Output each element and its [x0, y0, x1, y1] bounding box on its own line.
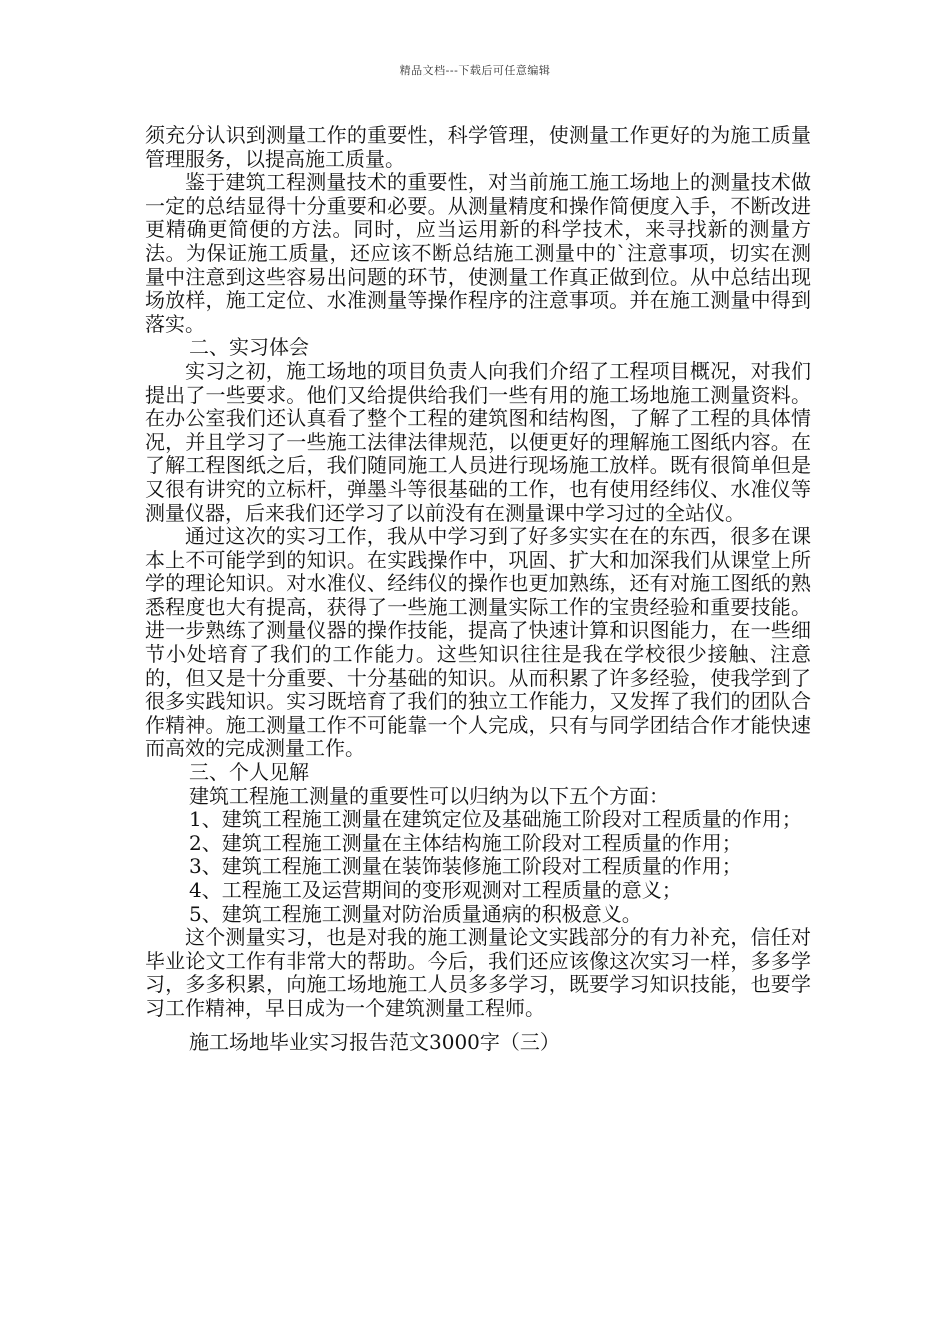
- paragraph-measure-tech: 鉴于建筑工程测量技术的重要性，对当前施工施工场地上的测量技术做一定的总结显得十分重要和必要。从测量精度和操作简便度入手，不断改进更精确更简便的方法。同时，应当运用新的科学技术，来寻找新的测量方法。为保证施工质量，还应该不断总结施工测量中的`注意事项，切实在测量中注意到这些容易出问题的环节，使测量工作真正做到位。从中总结出现场放样，施工定位、水准测量等操作程序的注意事项。并在施工测量中得到落实。: [145, 170, 811, 336]
- paragraph-summary-intro: 建筑工程施工测量的重要性可以归纳为以下五个方面：: [189, 783, 669, 808]
- paragraph-conclusion: 这个测量实习，也是对我的施工测量论文实践部分的有力补充，信任对毕业论文工作有非常大的帮助。今后，我们还应该像这次实习一样，多多学习，多多积累，向施工场地施工人员多多学习，既要学习知识技能，也要学习工作精神，早日成为一个建筑测量工程师。: [145, 925, 811, 1020]
- document-body: [145, 124, 811, 1054]
- list-item: 4、工程施工及运营期间的变形观测对工程质量的意义；: [189, 878, 682, 902]
- list-item: 3、建筑工程施工测量在装饰装修施工阶段对工程质量的作用；: [189, 854, 742, 879]
- paragraph-learned: 通过这次的实习工作，我从中学习到了好多实实在在的东西，很多在课本上不可能学到的知识。在实践操作中，巩固、扩大和加深我们从课堂上所学的理论知识。对水准仪、经纬仪的操作也更加熟练，还有对施工图纸的熟悉程度也大有提高，获得了一些施工测量实际工作的宝贵经验和重要技能。进一步熟练了测量仪器的操作技能，提高了快速计算和识图能力，在一些细节小处培育了我们的工作能力。这些知识往往是我在学校很少接触、注意的，但又是十分重要、十分基础的知识。从而积累了许多经验，使我学到了很多实践知识。实习既培育了我们的独立工作能力，又发挥了我们的团队合作精神。施工测量工作不可能靠一个人完成，只有与同学团结合作才能快速而高效的完成测量工作。: [145, 524, 811, 761]
- paragraph-intro: 实习之初，施工场地的项目负责人向我们介绍了工程项目概况，对我们提出了一些要求。他们又给提供给我们一些有用的施工场地施工测量资料。在办公室我们还认真看了整个工程的建筑图和结构图，了解了工程的具体情况，并且学习了一些施工法律法律规范，以便更好的理解施工图纸内容。在了解工程图纸之后，我们随同施工人员进行现场施工放样。既有很简单但是又很有讲究的立标杆，弹墨斗等很基础的工作，也有使用经纬仪、水准仪等测量仪器，后来我们还学习了以前没有在测量课中学习过的全站仪。: [145, 358, 811, 525]
- list-item: 5、建筑工程施工测量对防治质量通病的积极意义。: [189, 901, 642, 926]
- paragraph-continuation: 须充分认识到测量工作的重要性，科学管理，使测量工作更好的为施工质量管理服务，以提高施工质量。: [145, 123, 811, 171]
- list-item: 1、建筑工程施工测量在建筑定位及基础施工阶段对工程质量的作用；: [189, 807, 802, 832]
- list-item: 2、建筑工程施工测量在主体结构施工阶段对工程质量的作用；: [189, 830, 742, 855]
- section-heading-personal-views: 三、个人见解: [189, 760, 309, 785]
- section-heading-internship-experience: 二、实习体会: [189, 335, 309, 360]
- page-header-watermark: 精品文档---下载后可任意编辑: [399, 64, 551, 77]
- next-section-title: 施工场地毕业实习报告范文3000字（三）: [189, 1029, 560, 1054]
